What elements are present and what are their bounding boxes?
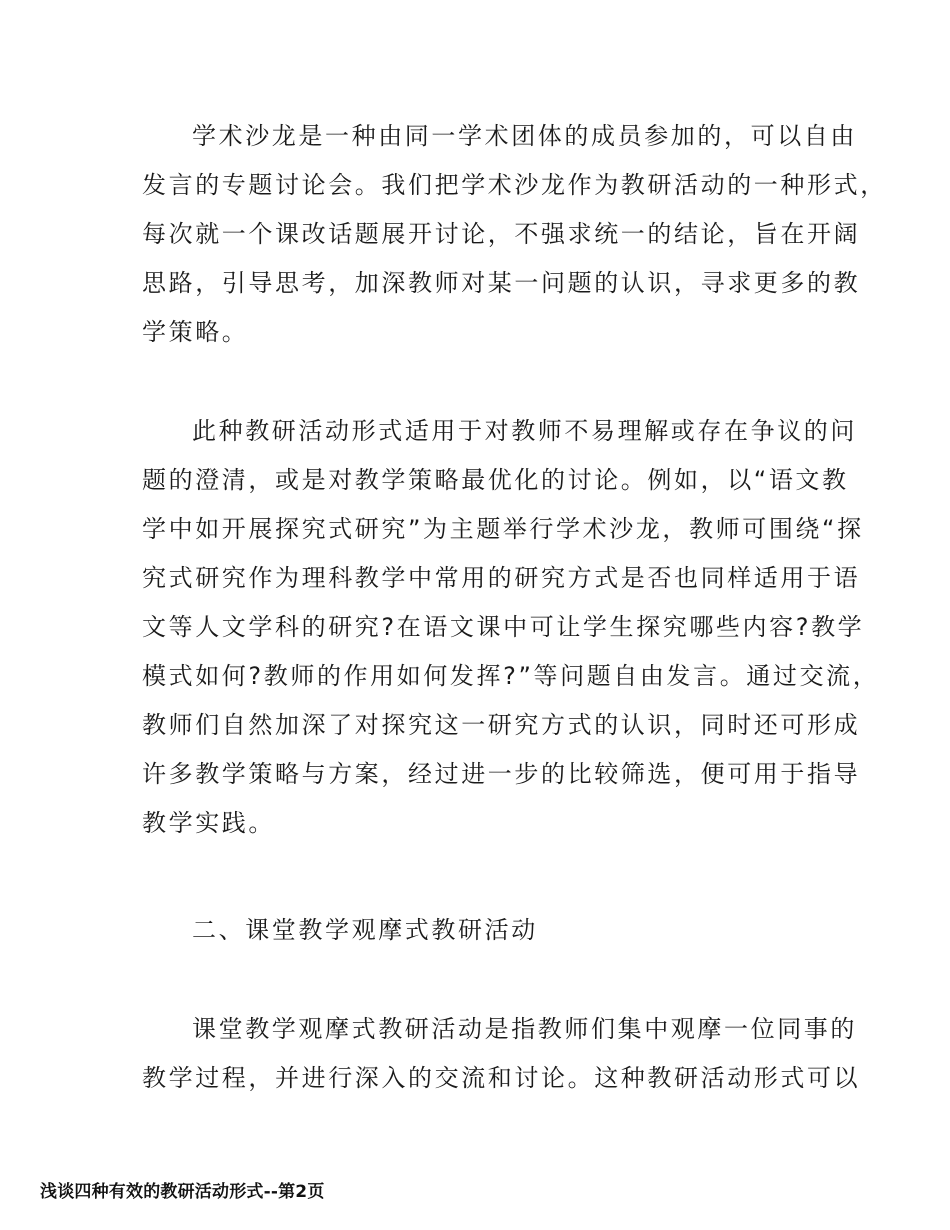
paragraph-line: 发言的专题讨论会。我们把学术沙龙作为教研活动的一种形式， <box>142 171 887 199</box>
paragraph-salon-example <box>142 407 880 848</box>
paragraph-line: 文等人文学科的研究?在语文课中可让学生探究哪些内容?教学 <box>142 613 865 641</box>
paragraph-line: 究式研究作为理科教学中常用的研究方式是否也同样适用于语 <box>142 564 861 592</box>
paragraph-line: 每次就一个课改话题展开讨论，不强求统一的结论，旨在开阔 <box>142 220 861 248</box>
paragraph-line: 学中如开展探究式研究”为主题举行学术沙龙，教师可围绕“探 <box>142 515 864 543</box>
section-heading-text: 二、课堂教学观摩式教研活动 <box>192 916 538 944</box>
section-heading <box>142 906 832 955</box>
paragraph-line: 学术沙龙是一种由同一学术团体的成员参加的，可以自由 <box>192 122 857 150</box>
paragraph-line: 教学过程，并进行深入的交流和讨论。这种教研活动形式可以 <box>142 1064 861 1092</box>
paragraph-line: 题的澄清，或是对教学策略最优化的讨论。例如，以“语文教 <box>142 466 849 494</box>
paragraph-line: 课堂教学观摩式教研活动是指教师们集中观摩一位同事的 <box>192 1015 857 1043</box>
paragraph-line: 此种教研活动形式适用于对教师不易理解或存在争议的问 <box>192 417 857 445</box>
paragraph-line: 思路，引导思考，加深教师对某一问题的认识，寻求更多的教 <box>142 269 861 297</box>
paragraph-observation-intro <box>142 1005 861 1103</box>
paragraph-line: 许多教学策略与方案，经过进一步的比较筛选，便可用于指导 <box>142 760 861 788</box>
paragraph-salon-definition <box>142 112 887 357</box>
paragraph-line: 教学实践。 <box>142 809 275 837</box>
page-footer: 浅谈四种有效的教研活动形式--第2页 <box>40 1182 325 1202</box>
paragraph-line: 模式如何?教师的作用如何发挥?”等问题自由发言。通过交流， <box>142 662 880 690</box>
paragraph-line: 学策略。 <box>142 318 249 346</box>
paragraph-line: 教师们自然加深了对探究这一研究方式的认识，同时还可形成 <box>142 711 861 739</box>
